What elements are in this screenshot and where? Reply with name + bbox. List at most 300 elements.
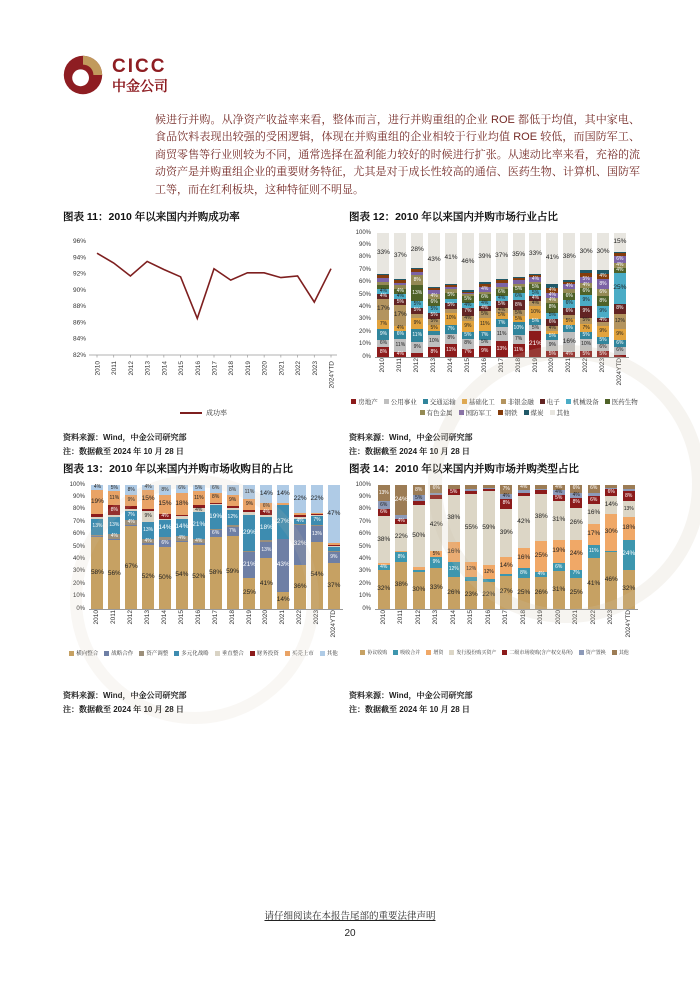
segment-value-label: 5% [599, 350, 607, 357]
x-axis-label: 2011 [111, 361, 119, 376]
bar-segment [445, 334, 457, 344]
bar-column [510, 233, 527, 357]
cicc-logo [63, 55, 168, 95]
segment-value-label: 9% [413, 344, 421, 351]
segment-value-label: 67% [124, 563, 138, 571]
y-axis-tick: 80% [358, 506, 371, 513]
segment-value-label: 8% [127, 486, 135, 493]
bar-segment [597, 289, 609, 296]
x-axis-label: 2019 [531, 358, 539, 373]
legend-swatch [285, 651, 290, 656]
legend-label: 其他 [556, 410, 570, 418]
legend-item [393, 649, 420, 656]
segment-value-label: 9% [616, 330, 624, 337]
bar-segment [176, 542, 188, 609]
bar-segment [570, 540, 582, 570]
segment-value-label: 24% [394, 495, 408, 503]
source-line: 资料来源：Wind，中金公司研究部 [63, 433, 187, 443]
bar-segment [91, 537, 103, 609]
segment-value-label: 11% [109, 494, 120, 501]
segment-value-label: 8% [379, 348, 388, 355]
y-axis-tick: 60% [358, 279, 371, 286]
bar-segment [479, 233, 491, 281]
x-axis-label: 2022 [296, 610, 304, 625]
segment-value-label: 5% [498, 312, 506, 319]
segment-value-label: 9% [582, 297, 590, 304]
bar-segment [377, 347, 389, 357]
segment-value-label: 5% [481, 310, 489, 317]
figure-12-stacked-bar-chart [349, 229, 640, 427]
bar-segment [563, 300, 575, 307]
segment-value-label: 5% [514, 286, 523, 293]
bar-segment [546, 340, 558, 351]
y-axis-tick: 88% [72, 303, 86, 311]
legend-label: 资产置换 [585, 650, 606, 657]
segment-value-label: 18% [175, 499, 189, 507]
bar-segment [614, 347, 626, 354]
segment-value-label: 5% [195, 484, 203, 491]
segment-value-label: 16% [587, 509, 601, 517]
segment-value-label: 5% [430, 312, 438, 319]
segment-value-label: 5% [548, 333, 556, 340]
legend-swatch [69, 651, 74, 656]
bar-segment [159, 495, 171, 514]
x-axis-label: 2012 [127, 361, 135, 376]
bar-column [498, 485, 516, 609]
bar-segment [411, 275, 423, 285]
x-axis-label: 2024YTD [616, 358, 624, 386]
bar-segment [378, 509, 390, 516]
segment-value-label: 6% [565, 307, 573, 314]
figure-11-source [63, 431, 344, 459]
segment-value-label: 5% [415, 494, 423, 501]
segment-value-label: 37% [393, 251, 407, 259]
segment-value-label: 21% [242, 560, 256, 568]
bar-segment [411, 233, 423, 268]
source-line: 资料来源：Wind，中金公司研究部 [349, 433, 473, 443]
x-axis-label: 2023 [313, 610, 321, 625]
segment-value-label: 46% [461, 257, 475, 265]
x-axis-label: 2024YTD [328, 361, 336, 389]
segment-value-label: 4% [195, 506, 203, 513]
line-chart-legend [63, 408, 344, 418]
segment-value-label: 25% [613, 284, 627, 292]
figure-13 [63, 462, 344, 717]
bar-column [578, 233, 595, 357]
segment-value-label: 8% [161, 486, 169, 493]
segment-value-label: 9% [548, 341, 556, 348]
bar-segment [535, 494, 547, 541]
figure-14 [349, 462, 640, 717]
figure-12-source [349, 431, 640, 459]
x-axis-label: 2016 [480, 358, 488, 373]
bar-column [603, 485, 621, 609]
segment-value-label: 11% [496, 330, 507, 337]
bar-segment [125, 526, 137, 609]
page-number: 20 [344, 928, 356, 939]
segment-value-label: 26% [534, 588, 548, 596]
bar-segment [428, 233, 440, 286]
segment-value-label: 6% [178, 485, 186, 492]
y-axis-tick: 20% [358, 328, 371, 335]
segment-value-label: 4% [396, 288, 404, 295]
bar-segment [176, 493, 188, 515]
x-axis-label: 2014 [449, 610, 457, 625]
segment-value-label: 14% [499, 561, 513, 569]
x-axis-label: 2024YTD [330, 610, 338, 638]
legend-swatch [550, 410, 555, 415]
segment-value-label: 8% [110, 506, 118, 513]
bar-column [443, 233, 460, 357]
segment-value-label: 5% [430, 306, 438, 312]
legend-label: 电子 [546, 399, 560, 407]
segment-value-label: 6% [262, 502, 270, 509]
segment-value-label: 4% [380, 563, 388, 570]
y-axis-tick: 30% [358, 316, 371, 323]
segment-value-label: 17% [587, 529, 601, 537]
bar-segment [588, 504, 600, 524]
segment-value-label: 7% [127, 512, 135, 519]
x-axis-label: 2017 [497, 358, 505, 373]
segment-value-label: 8% [599, 280, 607, 287]
y-axis-tick: 50% [358, 543, 371, 550]
segment-value-label: 11% [446, 346, 456, 353]
bar-column [275, 485, 292, 609]
segment-value-label: 6% [498, 289, 506, 296]
segment-value-label: 6% [590, 496, 598, 503]
bar-column [173, 485, 190, 609]
segment-value-label: 10% [513, 325, 524, 332]
source-line: 资料来源：Wind，中金公司研究部 [63, 691, 187, 701]
segment-value-label: 6% [582, 288, 590, 295]
bar-segment [546, 233, 558, 284]
bar-segment [159, 547, 171, 609]
legend-label: 医药生物 [611, 399, 638, 407]
legend-swatch [384, 399, 389, 404]
segment-value-label: 4% [565, 351, 573, 358]
segment-value-label: 36% [293, 582, 307, 590]
bar-segment [395, 562, 407, 609]
legend-label: 公用事业 [390, 399, 417, 407]
segment-value-label: 22% [394, 533, 408, 541]
segment-value-label: 6% [607, 489, 615, 496]
segment-value-label: 23% [464, 590, 478, 598]
note-line: 注：数据截至 2024 年 10 月 28 日 [63, 447, 184, 457]
figure-13-source [63, 689, 344, 717]
legend-item [250, 649, 279, 657]
segment-value-label: 6% [616, 340, 624, 347]
legend-swatch [393, 650, 398, 655]
y-axis-tick: 40% [358, 304, 371, 311]
x-axis-label: 2013 [144, 610, 152, 625]
x-axis-label: 2016 [194, 361, 202, 376]
segment-value-label: 4% [616, 261, 624, 268]
x-axis-label: 2023 [311, 361, 319, 376]
segment-value-label: 4% [481, 285, 489, 292]
bar-segment [328, 552, 340, 563]
bar-segment [108, 505, 120, 515]
bar-column [476, 233, 493, 357]
segment-value-label: 6% [616, 347, 624, 354]
bar-segment [428, 335, 440, 347]
segment-value-label: 7% [447, 325, 455, 332]
segment-value-label: 7% [572, 570, 580, 577]
bar-column [258, 485, 275, 609]
bar-segment [597, 233, 609, 270]
legend-swatch [174, 651, 179, 656]
segment-value-label: 22% [310, 494, 324, 502]
bar-segment [430, 557, 442, 568]
segment-value-label: 4% [565, 283, 573, 290]
segment-value-label: 6% [572, 485, 580, 492]
chart-legend [349, 397, 640, 417]
bar-segment [462, 349, 474, 358]
y-axis-tick: 40% [358, 556, 371, 563]
segment-value-label: 13% [143, 526, 154, 533]
chart13-canvas [63, 481, 344, 658]
bar-segment [462, 339, 474, 349]
bar-segment [277, 505, 289, 538]
legend-swatch [566, 399, 571, 404]
bar-segment [614, 304, 626, 314]
x-axis-label: 2022 [582, 358, 590, 373]
segment-value-label: 4% [502, 492, 510, 499]
legend-item [524, 408, 544, 417]
bar-segment [243, 515, 255, 551]
legend-label: 垂直整合 [221, 651, 244, 658]
bar-segment [210, 530, 222, 537]
legend-item [139, 649, 168, 657]
legend-item [174, 649, 209, 657]
bar-column [463, 485, 481, 609]
bar-segment [500, 499, 512, 509]
legend-label: 协议收购 [367, 650, 388, 657]
legend-swatch [351, 399, 356, 404]
x-axis-label: 2013 [432, 610, 440, 625]
segment-value-label: 4% [599, 273, 607, 280]
segment-value-label: 8% [520, 569, 528, 576]
bar-segment [311, 526, 323, 542]
segment-value-label: 14% [158, 524, 172, 532]
segment-value-label: 5% [447, 292, 455, 299]
segment-value-label: 4% [464, 315, 472, 322]
bar-segment [563, 352, 575, 357]
segment-value-label: 4% [537, 570, 545, 577]
legend-label: 钢铁 [504, 410, 518, 418]
bar-segment [623, 517, 635, 539]
segment-value-label: 32% [377, 585, 391, 593]
x-axis-label: 2013 [430, 358, 438, 373]
legend-swatch [449, 650, 454, 655]
segment-value-label: 6% [430, 299, 438, 306]
segment-value-label: 5% [531, 283, 540, 290]
bar-segment [159, 485, 171, 495]
bar-column [493, 233, 510, 357]
segment-value-label: 4% [396, 351, 404, 358]
segment-value-label: 9% [599, 308, 607, 315]
y-axis-tick: 90% [72, 287, 86, 295]
segment-value-label: 16% [447, 547, 461, 555]
segment-value-label: 50% [412, 531, 426, 539]
segment-value-label: 4% [498, 306, 506, 313]
segment-value-label: 33% [429, 584, 443, 592]
bar-segment [588, 496, 600, 503]
brand-name-en: CICC [112, 55, 167, 77]
segment-value-label: 54% [310, 571, 324, 579]
bar-segment [518, 578, 530, 609]
bar-segment [125, 485, 137, 495]
segment-value-label: 16% [517, 554, 531, 562]
bar-column [123, 485, 140, 609]
bar-segment [377, 340, 389, 347]
bar-segment [605, 489, 617, 496]
segment-value-label: 6% [212, 530, 220, 537]
legend-swatch [250, 651, 255, 656]
segment-value-label: 4% [555, 484, 563, 491]
segment-value-label: 13% [261, 546, 272, 553]
bar-segment [413, 505, 425, 567]
legend-item [612, 649, 629, 656]
y-axis-tick: 30% [72, 568, 85, 575]
chart12-canvas [349, 229, 640, 418]
segment-value-label: 6% [380, 501, 388, 508]
segment-value-label: 4% [178, 535, 186, 542]
bar-segment [623, 540, 635, 570]
segment-value-label: 5% [582, 317, 590, 324]
segment-value-label: 25% [569, 589, 583, 597]
segment-value-label: 30% [596, 247, 610, 255]
legend-label: 二级市场收购(含产权交易所) [509, 650, 573, 657]
bar-segment [496, 233, 508, 279]
legend-item [320, 649, 338, 657]
bar-segment [462, 233, 474, 290]
bar-segment [260, 542, 272, 558]
bar-segment [479, 346, 491, 357]
legend-swatch [320, 651, 325, 656]
bar-segment [377, 329, 389, 340]
segment-value-label: 8% [625, 492, 633, 499]
bar-segment [227, 510, 239, 525]
segment-value-label: 9% [481, 348, 489, 355]
bar-segment [227, 495, 239, 506]
x-axis-labels [349, 358, 629, 394]
x-axis-label: 2017 [211, 361, 219, 376]
bar-segment [570, 578, 582, 609]
legend-label: 财务投资 [256, 651, 279, 658]
segment-value-label: 12% [227, 513, 238, 520]
bar-segment [623, 570, 635, 610]
bar-segment [597, 326, 609, 337]
segment-value-label: 15% [141, 495, 155, 503]
bar-segment [588, 524, 600, 545]
segment-value-label: 4% [572, 491, 580, 498]
legend-item [215, 649, 244, 657]
x-axis-label: 2024YTD [624, 610, 632, 638]
y-axis-tick: 90% [358, 494, 371, 501]
bar-segment [142, 490, 154, 509]
segment-value-label: 31% [552, 585, 566, 593]
y-axis-tick: 70% [358, 518, 371, 525]
bar-segment [588, 485, 600, 492]
y-axis-tick: 60% [72, 531, 85, 538]
segment-value-label: 33% [528, 249, 542, 257]
cicc-logo-icon [63, 55, 103, 95]
legal-disclaimer: 请仔细阅读在本报告尾部的重要法律声明 [264, 911, 436, 922]
legend-item [351, 397, 378, 406]
segment-value-label: 4% [548, 325, 556, 332]
y-axis-tick: 0% [76, 605, 85, 612]
segment-value-label: 50% [158, 573, 172, 581]
bar-segment [210, 537, 222, 609]
legend-label: 增资 [433, 650, 444, 657]
legend-item [540, 397, 560, 406]
figure-12 [349, 210, 640, 462]
bar-column [224, 485, 241, 609]
segment-value-label: 13% [623, 505, 634, 512]
bar-segment [411, 342, 423, 353]
bar-segment [445, 325, 457, 334]
segment-value-label: 30% [604, 528, 618, 536]
bar-segment [377, 299, 389, 320]
brand-name-cn: 中金公司 [112, 77, 168, 94]
segment-value-label: 38% [377, 535, 391, 543]
segment-value-label: 8% [415, 486, 423, 493]
segment-value-label: 26% [447, 588, 461, 596]
y-axis [349, 481, 375, 612]
x-axis-label: 2015 [177, 610, 185, 625]
y-axis-tick: 70% [72, 518, 85, 525]
segment-value-label: 8% [228, 486, 237, 493]
bar-segment [394, 331, 406, 338]
segment-value-label: 12% [614, 317, 625, 324]
bar-column [309, 485, 326, 609]
bar-segment [518, 496, 530, 548]
segment-value-label: 8% [397, 553, 405, 560]
bar-segment [227, 485, 239, 495]
bar-segment [277, 539, 289, 592]
segment-value-label: 6% [432, 485, 440, 492]
bar-segment [563, 293, 575, 300]
x-axis-label: 2023 [599, 358, 607, 373]
figure-13-stacked-bar-chart [63, 481, 344, 685]
segment-value-label: 27% [499, 588, 513, 596]
bar-column [89, 485, 106, 609]
bar-segment [91, 490, 103, 514]
bar-segment [614, 340, 626, 347]
segment-value-label: 18% [622, 524, 636, 532]
segment-value-label: 4% [110, 532, 118, 539]
bar-segment [513, 322, 525, 334]
segment-value-label: 4% [144, 484, 152, 491]
bar-segment [563, 325, 575, 332]
segment-value-label: 4% [262, 509, 270, 516]
x-axis-label: 2017 [502, 610, 510, 625]
bar-segment [108, 517, 120, 533]
segment-value-label: 5% [582, 350, 590, 357]
segment-value-label: 5% [498, 301, 506, 308]
legend-item [566, 397, 599, 406]
legend-label: 资产调整 [146, 651, 169, 658]
bar-segment [159, 540, 171, 547]
segment-value-label: 6% [616, 255, 624, 262]
segment-value-label: 16% [562, 338, 576, 346]
segment-value-label: 18% [259, 524, 273, 532]
segment-value-label: 33% [376, 249, 390, 257]
segment-value-label: 6% [565, 292, 573, 299]
y-axis-tick: 100% [355, 481, 371, 488]
bar-segment [193, 545, 205, 609]
segment-value-label: 5% [464, 332, 472, 338]
